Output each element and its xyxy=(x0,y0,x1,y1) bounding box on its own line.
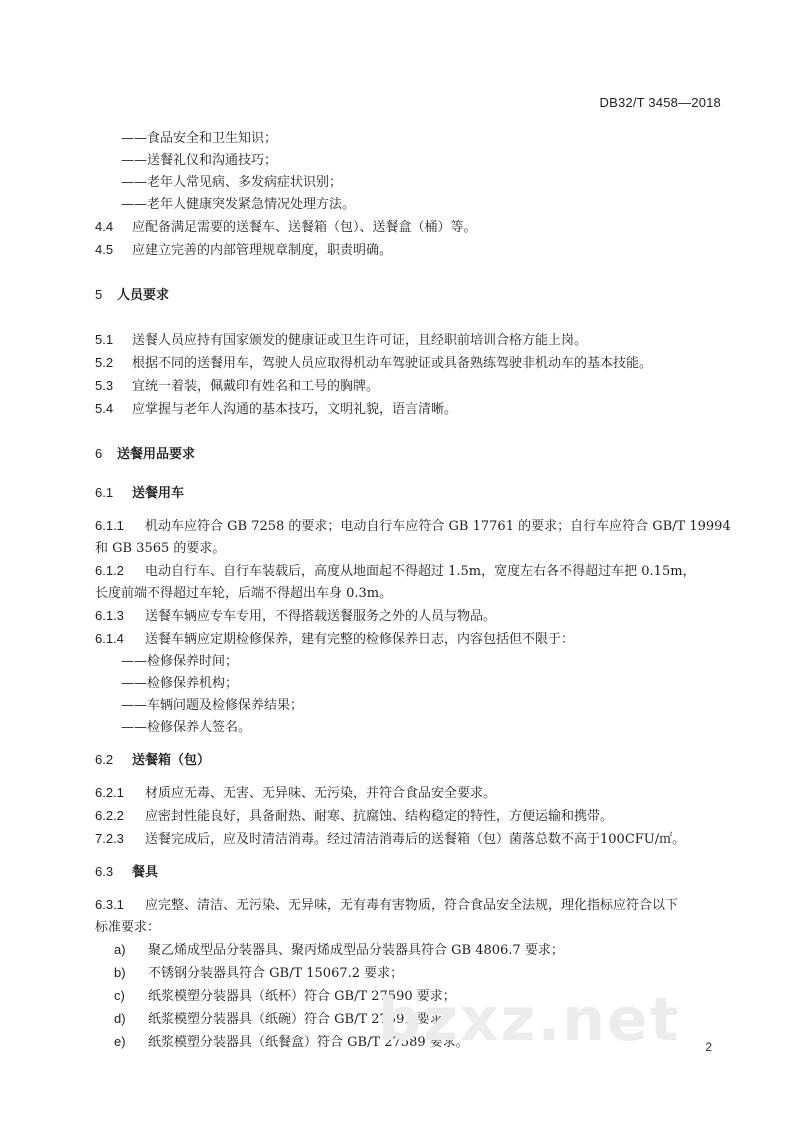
list-item: a) 聚乙烯成型品分装器具、聚丙烯成型品分装器具符合 GB 4806.7 要求； xyxy=(114,942,564,958)
list-item: d) 纸浆模塑分装器具（纸碗）符合 GB/T 27591 要求； xyxy=(114,1011,456,1027)
section-5-heading: 5 人员要求 xyxy=(95,287,170,303)
standard-code: DB32/T 3458—2018 xyxy=(599,95,721,110)
section-6-3-heading: 6.3 餐具 xyxy=(95,864,159,880)
document-body xyxy=(95,128,731,1054)
clause-6-1-4: 6.1.4 送餐车辆应定期检修保养，建有完整的检修保养日志，内容包括但不限于： xyxy=(95,631,575,647)
dash-item: ——送餐礼仪和沟通技巧； xyxy=(121,153,278,168)
list-item: b) 不锈钢分装器具符合 GB/T 15067.2 要求； xyxy=(114,965,404,981)
clause-6-1-2-cont: 长度前端不得超过车轮，后端不得超出车身 0.3m。 xyxy=(95,586,393,601)
dash-item: ——检修保养人签名。 xyxy=(121,720,252,735)
clause-7-2-3: 7.2.3 送餐完成后，应及时清洁消毒。经过清洁消毒后的送餐箱（包）菌落总数不高于100CFU/㎡。 xyxy=(95,831,686,847)
clause-6-1-3: 6.1.3 送餐车辆应专车专用，不得搭载送餐服务之外的人员与物品。 xyxy=(95,608,497,624)
page-number: 2 xyxy=(705,1040,712,1054)
list-item: c) 纸浆模塑分装器具（纸杯）符合 GB/T 27590 要求； xyxy=(114,988,456,1004)
dash-item: ——车辆问题及检修保养结果； xyxy=(121,698,304,713)
dash-item: ——老年人健康突发紧急情况处理方法。 xyxy=(121,197,356,212)
clause-6-3-1-cont: 标准要求： xyxy=(95,920,161,935)
dash-item: ——检修保养机构； xyxy=(121,676,239,691)
list-item: e) 纸浆模塑分装器具（纸餐盒）符合 GB/T 27589 要求。 xyxy=(114,1034,469,1050)
clause-6-1-1-cont: 和 GB 3565 的要求。 xyxy=(95,541,226,556)
clause-6-2-1: 6.2.1 材质应无毒、无害、无异味、无污染，并符合食品安全要求。 xyxy=(95,785,497,801)
section-6-heading: 6 送餐用品要求 xyxy=(95,446,196,462)
clause-4-4: 4.4 应配备满足需要的送餐车、送餐箱（包）、送餐盒（桶）等。 xyxy=(95,219,477,235)
section-6-2-heading: 6.2 送餐箱（包） xyxy=(95,752,211,768)
clause-4-5: 4.5 应建立完善的内部管理规章制度，职责明确。 xyxy=(95,242,393,258)
clause-5-4: 5.4 应掌握与老年人沟通的基本技巧，文明礼貌，语言清晰。 xyxy=(95,401,458,417)
clause-5-1: 5.1 送餐人员应持有国家颁发的健康证或卫生许可证，且经职前培训合格方能上岗。 xyxy=(95,332,588,348)
clause-5-2: 5.2 根据不同的送餐用车，驾驶人员应取得机动车驾驶证或具备熟练驾驶非机动车的基本技能。 xyxy=(95,355,653,371)
clause-6-1-2: 6.1.2 电动自行车、自行车装载后，高度从地面起不得超过 1.5m，宽度左右各不得超过车把 0.15m， xyxy=(95,563,696,579)
dash-item: ——检修保养时间； xyxy=(121,654,239,669)
dash-item: ——食品安全和卫生知识； xyxy=(121,131,278,146)
section-6-1-heading: 6.1 送餐用车 xyxy=(95,485,185,501)
clause-5-3: 5.3 宜统一着装，佩戴印有姓名和工号的胸牌。 xyxy=(95,378,380,394)
clause-6-2-2: 6.2.2 应密封性能良好，具备耐热、耐寒、抗腐蚀、结构稳定的特性，方便运输和携带。 xyxy=(95,808,614,824)
clause-6-1-1: 6.1.1 机动车应符合 GB 7258 的要求；电动自行车应符合 GB 17761 的要求；自行车应符合 GB/T 19994 xyxy=(95,518,731,534)
dash-item: ——老年人常见病、多发病症状识别； xyxy=(121,175,343,190)
watermark: bzxz.net xyxy=(378,985,681,1055)
clause-6-3-1: 6.3.1 应完整、清洁、无污染、无异味，无有毒有害物质，符合食品安全法规，理化指标应符合以下 xyxy=(95,897,679,913)
